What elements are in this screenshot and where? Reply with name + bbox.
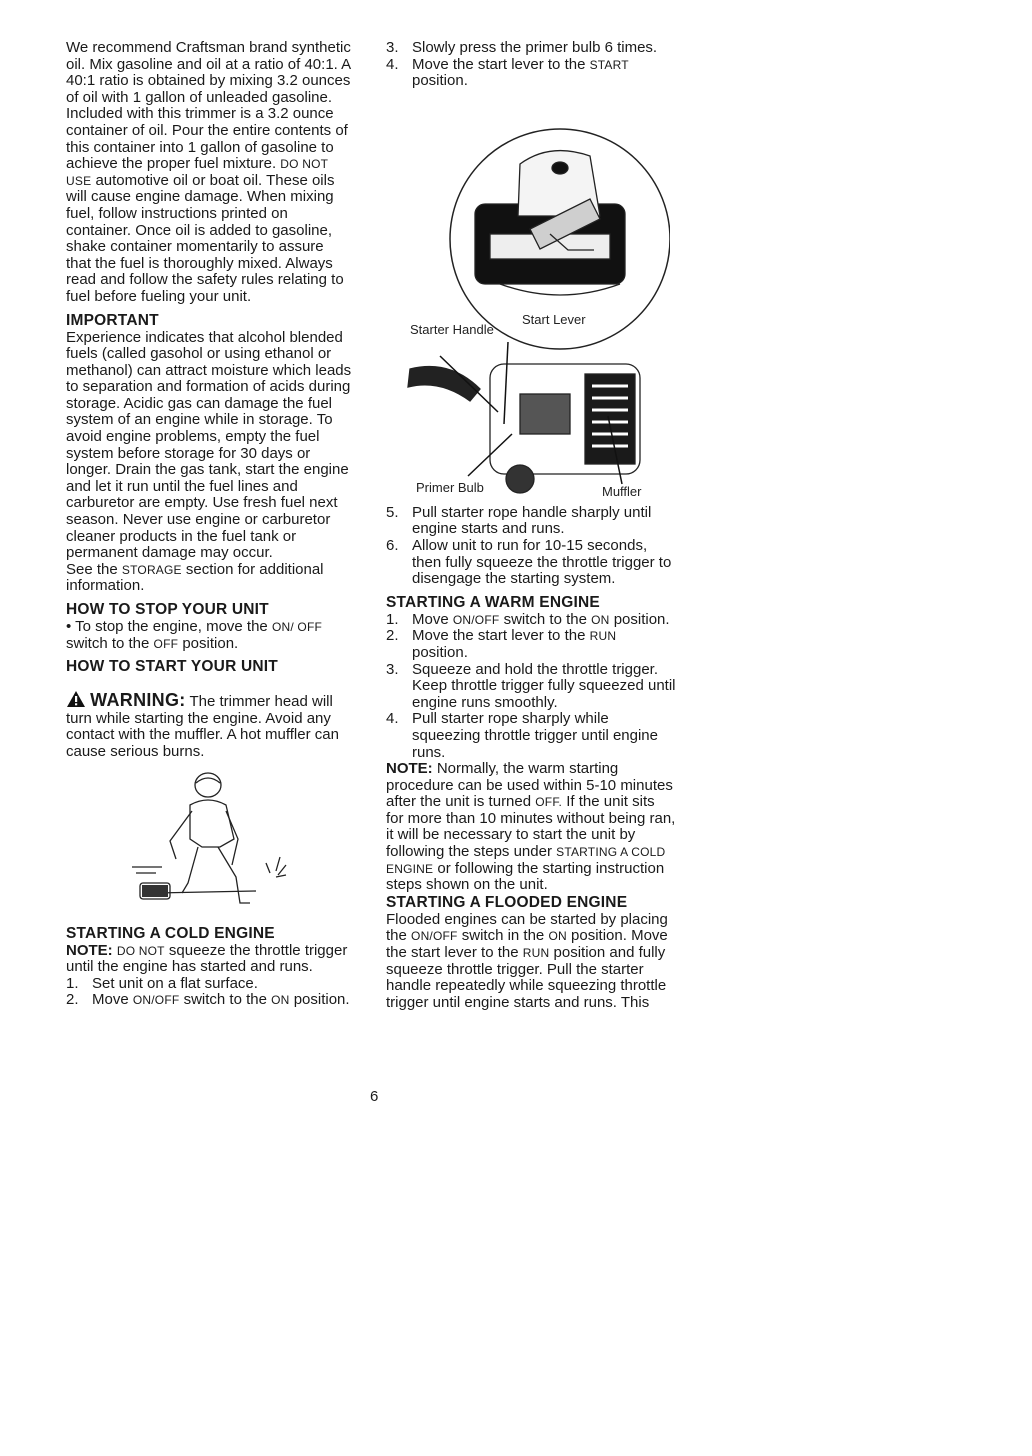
person-with-trimmer-illustration <box>126 771 296 911</box>
step-4: 4. Move the start lever to the START position. <box>386 55 629 90</box>
stop-heading: HOW TO STOP YOUR UNIT <box>66 601 269 618</box>
see-storage-paragraph: See the STORAGE section for additional information. <box>66 560 324 595</box>
warm-step-1: 1. Move ON/OFF switch to the ON position. <box>386 610 670 628</box>
important-heading: IMPORTANT <box>66 311 159 329</box>
muffler-label: Muffler <box>602 483 642 499</box>
warm-step-2: 2. Move the start lever to the RUN position. <box>386 627 617 661</box>
warm-engine-heading: STARTING A WARM ENGINE <box>386 593 600 611</box>
warning-block <box>66 690 352 760</box>
primer-bulb-label: Primer Bulb <box>416 479 484 495</box>
starter-handle-label: Starter Handle <box>410 321 494 337</box>
cold-step-1: 1. Set unit on a flat surface. <box>66 974 258 992</box>
warm-step-4: 4. Pull starter rope sharply while squeezing throttle trigger until engine runs. <box>386 710 658 761</box>
start-heading: HOW TO START YOUR UNIT <box>66 658 278 676</box>
fuel-mix-paragraph: We recommend Craftsman brand synthetic oil. Mix gasoline and oil at a ratio of 40:1. A 40:1 ratio is obtained by mixing 3.2 ounces of oil with 1 gallon of unleaded gasoline. Included with this trimmer is a 3.2 ounce container of oil. Pour the entire contents of this container into 1 gallon of gasoline to achieve the proper fuel mixture. DO NOT USE automotive oil or boat oil. These oils will cause engine damage. When mixing fuel, follow instructions printed on container. Once oil is added to gasoline, shake container momentarily to assure that the fuel is thoroughly mixed. Always read and follow the safety rules relating to fuel before fueling your unit. <box>66 39 351 305</box>
step-5: 5. Pull starter rope handle sharply until engine starts and runs. <box>386 503 652 538</box>
engine-controls-illustration <box>380 94 670 499</box>
warning-text: The trimmer head will turn while starting the engine. Avoid any contact with the muffler. A hot muffler can cause serious burns. <box>66 693 339 760</box>
warning-triangle-icon <box>66 690 86 708</box>
step-3: 3. Slowly press the primer bulb 6 times. <box>386 39 658 56</box>
right-column <box>386 40 676 1011</box>
warning-label: WARNING: <box>90 690 186 711</box>
warm-step-3: 3. Squeeze and hold the throttle trigger. Keep throttle trigger fully squeezed until engine runs smoothly. <box>386 660 676 711</box>
page-number: 6 <box>370 1088 379 1105</box>
flooded-engine-heading: STARTING A FLOODED ENGINE <box>386 893 628 911</box>
left-column <box>66 40 352 1009</box>
cold-note: NOTE: DO NOT squeeze the throttle trigger until the engine has started and runs. <box>66 941 348 976</box>
cold-engine-heading: STARTING A COLD ENGINE <box>66 924 275 942</box>
stop-bullet: • To stop the engine, move the ON/ OFF switch to the OFF position. <box>66 618 323 652</box>
cold-step-2: 2. Move ON/OFF switch to the ON position. <box>66 991 350 1009</box>
step-6: 6. Allow unit to run for 10-15 seconds, then fully squeeze the throttle trigger to disengage the starting system. <box>386 536 672 588</box>
important-paragraph: Experience indicates that alcohol blended fuels (called gasohol or using ethanol or methanol) can attract moisture which leads to separation and formation of acids during storage. Acidic gas can damage the fuel system of an engine while in storage. To avoid engine problems, empty the fuel system before storage for 30 days or longer. Drain the gas tank, start the engine and let it run until the fuel lines and carburetor are empty. Use fresh fuel next season. Never use engine or carburetor cleaner products in the fuel tank or permanent damage may occur. <box>66 328 352 562</box>
warm-note: NOTE: Normally, the warm starting procedure can be used within 5-10 minutes after the unit is turned OFF. If the unit sits for more than 10 minutes without being ran, it will be necessary to start the unit by following the steps under STARTING A COLD ENGINE or following the starting instruction steps shown on the unit. <box>386 760 676 894</box>
flooded-paragraph: Flooded engines can be started by placing the ON/OFF switch in the ON position. Move the start lever to the RUN position and fully squeeze throttle trigger. Pull the starter handle repeatedly while squeezing throttle trigger until engine starts and runs. This <box>386 910 668 1011</box>
start-lever-label: Start Lever <box>522 311 586 327</box>
